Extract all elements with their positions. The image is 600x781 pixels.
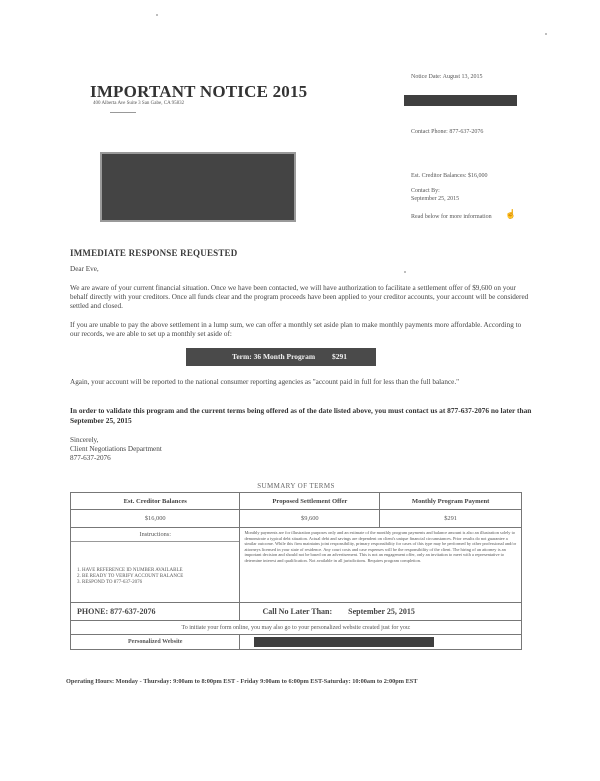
- notice-date: Notice Date: August 13, 2015: [411, 74, 483, 80]
- scan-speck: [156, 14, 158, 16]
- instruction-item: 1. HAVE REFERENCE ID NUMBER AVAILABLE: [77, 568, 183, 573]
- summary-phone: PHONE: 877-637-2076: [71, 603, 240, 621]
- salutation: Dear Eve,: [70, 265, 99, 273]
- call-deadline: [240, 603, 522, 621]
- creditor-balance: Est. Creditor Balances: $16,000: [411, 173, 488, 179]
- term-label: Term: 36 Month Program: [232, 352, 316, 361]
- hand-pointer-icon: ☝: [505, 209, 517, 219]
- paragraph-settlement: We are aware of your current financial situation. Once we have been contacted, we will have authorization to facilitate a settlement offer of $9,600 on your behalf directly with your creditors. Once all funds clear and the program proceeds have been applied to your creditor accounts, your account will be considered settled and closed.: [70, 284, 529, 310]
- value-settlement-offer: $9,600: [240, 510, 380, 528]
- website-cell: [240, 635, 522, 650]
- call-label: Call No Later Than:: [262, 607, 333, 616]
- read-below-text: Read below for more information: [411, 214, 492, 220]
- disclaimer-text: Monthly payments are for illustration purposes only and an estimate of the monthly program payments and balance amount is also an illustration solely to demonstrate a typical debt situation. Actual debt and savings are dependent on client's unique financial circumstances. Prior results do not guarantee a similar outcome. While this firm maintains joint responsibility, primary responsibility for cases of this type may be performed by other professional and/or attorneys licensed in your state of residence. Any court costs and case expenses will be the responsibility of the client. The hiring of an attorney is an important decision and should not be based on an advertisement. This is not an engagement offer, only an invitation to meet with a representative to determine interest and qualification. Not available in all jurisdictions. Requires program completion.: [240, 528, 522, 603]
- initiate-online-text: To initiate your form online, you may also go to your personalized website created just for you:: [71, 621, 522, 635]
- value-monthly-payment: $291: [380, 510, 522, 528]
- paragraph-validate: In order to validate this program and the current terms being offered as of the date listed above, you must contact us at 877-637-2076 no later than September 25, 2015: [70, 406, 532, 425]
- instructions-label: Instructions:: [71, 528, 239, 542]
- call-date: September 25, 2015: [348, 607, 415, 616]
- header-monthly-payment: Monthly Program Payment: [380, 493, 522, 510]
- redacted-website: [254, 637, 434, 647]
- website-label: Personalized Website: [71, 635, 240, 650]
- instruction-item: 2. BE READY TO VERIFY ACCOUNT BALANCE: [77, 574, 184, 579]
- redacted-address-block: [100, 152, 296, 222]
- header-creditor-balances: Est. Creditor Balances: [71, 493, 240, 510]
- summary-table: [70, 492, 522, 650]
- term-amount: $291: [332, 352, 347, 361]
- paragraph-monthly-plan: If you are unable to pay the above settlement in a lump sum, we can offer a monthly set aside plan to make monthly payments more affordable. According to our records, we are able to set up a monthly set aside of:: [70, 321, 522, 338]
- address-underline: [110, 112, 136, 113]
- notice-title: IMPORTANT NOTICE 2015: [90, 82, 308, 101]
- instructions-cell: [71, 528, 240, 603]
- contact-by-date: September 25, 2015: [411, 196, 460, 202]
- contact-by-label: Contact By:: [411, 188, 440, 194]
- scan-speck: [545, 33, 547, 35]
- summary-of-terms: [70, 482, 522, 650]
- paragraph-reporting: Again, your account will be reported to the national consumer reporting agencies as "account paid in full for less than the full balance.": [70, 378, 460, 386]
- sender-address: 400 Alberta Ave Suite 3 San Gabe, CA 95832: [93, 101, 185, 106]
- closing: Sincerely,: [70, 436, 99, 444]
- operating-hours: Operating Hours: Monday - Thursday: 9:00am to 8:00pm EST - Friday 9:00am to 6:00pm EST-Saturday: 10:00am to 2:00pm EST: [66, 678, 418, 685]
- contact-phone: Contact Phone: 877-637-2076: [411, 129, 484, 135]
- scan-speck: [404, 271, 406, 273]
- summary-title: SUMMARY OF TERMS: [257, 482, 335, 490]
- signature-department: Client Negotiations Department: [70, 445, 162, 453]
- instruction-item: 3. RESPOND TO 877-637-2076: [77, 580, 143, 585]
- header-settlement-offer: Proposed Settlement Offer: [240, 493, 380, 510]
- signature-phone: 877-637-2076: [70, 454, 111, 462]
- value-creditor-balances: $16,000: [71, 510, 240, 528]
- immediate-response-heading: IMMEDIATE RESPONSE REQUESTED: [70, 248, 238, 258]
- redacted-bar: [404, 95, 517, 106]
- term-program-box: [186, 348, 376, 366]
